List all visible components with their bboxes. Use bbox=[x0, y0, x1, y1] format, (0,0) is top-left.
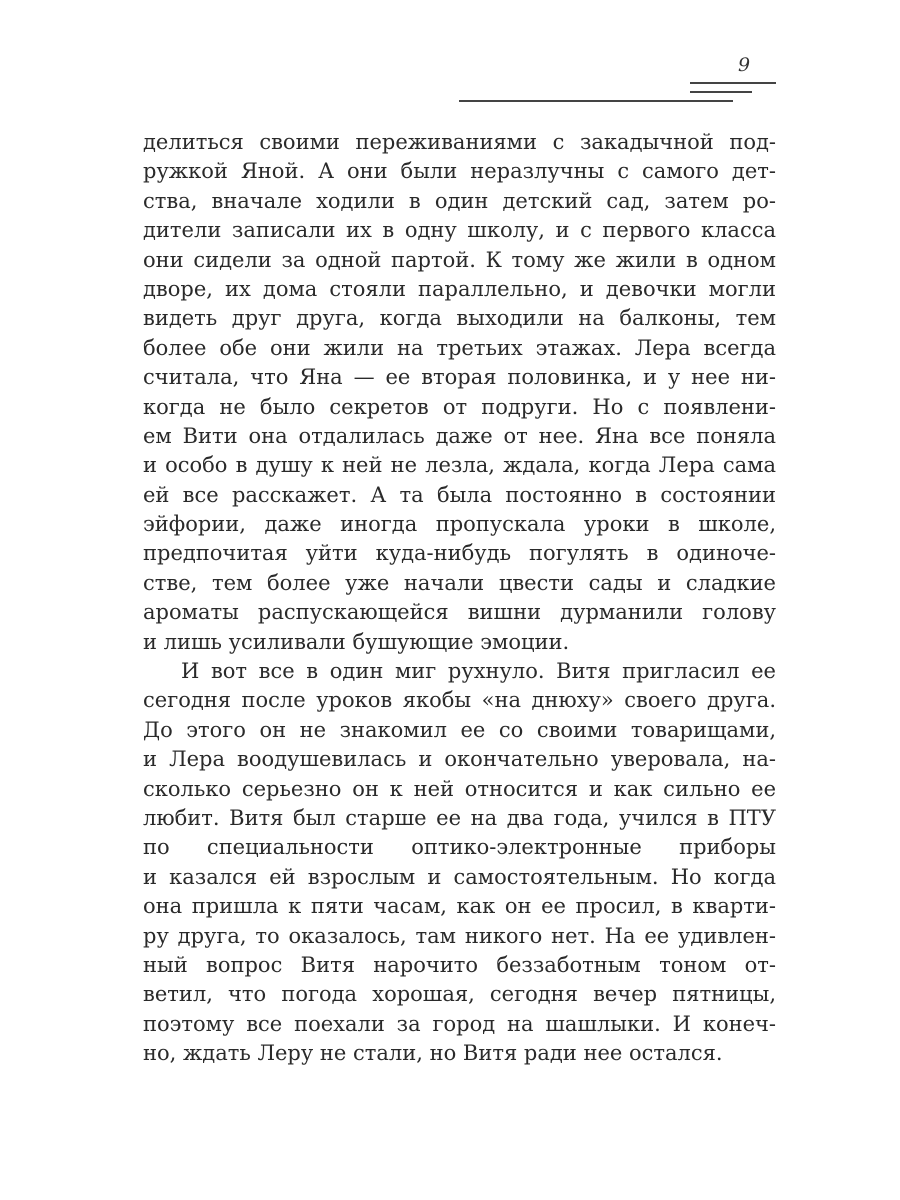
header-rule-top bbox=[690, 82, 776, 84]
header-rule-long bbox=[459, 100, 733, 102]
text-line: ветил, что погода хорошая, сегодня вечер пятницы, bbox=[143, 982, 776, 1007]
text-line: ный вопрос Витя нарочито беззаботным тоном от- bbox=[143, 952, 776, 977]
text-line: более обе они жили на третьих этажах. Лера всегда bbox=[143, 335, 776, 360]
text-line: ружкой Яной. А они были неразлучны с самого дет- bbox=[143, 159, 776, 184]
text-line: и казался ей взрослым и самостоятельным. Но когда bbox=[143, 864, 776, 889]
text-line: дители записали их в одну школу, и с первого класса bbox=[143, 218, 776, 243]
text-line: стве, тем более уже начали цвести сады и сладкие bbox=[143, 570, 776, 595]
text-line: делиться своими переживаниями с закадычной под- bbox=[143, 130, 776, 154]
page-number: 9 bbox=[738, 54, 751, 76]
text-line: и особо в душу к ней не лезла, ждала, когда Лера сама bbox=[143, 453, 776, 478]
text-line: когда не было секретов от подруги. Но с появлени- bbox=[143, 394, 776, 419]
text-line: сегодня после уроков якобы «на днюху» своего друга. bbox=[143, 688, 776, 713]
text-line: дворе, их дома стояли параллельно, и девочки могли bbox=[143, 276, 776, 301]
text-line: ароматы распускающейся вишни дурманили голову bbox=[143, 600, 776, 625]
text-line: считала, что Яна — ее вторая половинка, и у нее ни- bbox=[143, 365, 776, 390]
text-line: по специальности оптико-электронные приборы bbox=[143, 835, 776, 860]
text-line: эйфории, даже иногда пропускала уроки в школе, bbox=[143, 512, 776, 537]
text-line: предпочитая уйти куда-нибудь погулять в одиноче- bbox=[143, 541, 776, 566]
text-line: но, ждать Леру не стали, но Витя ради нее остался. bbox=[143, 1041, 723, 1066]
text-line: поэтому все поехали за город на шашлыки. И конеч- bbox=[143, 1011, 776, 1036]
text-line: И вот все в один миг рухнуло. Витя пригласил ее bbox=[181, 659, 776, 684]
text-line: любит. Витя был старше ее на два года, учился в ПТУ bbox=[143, 805, 776, 830]
text-line: она пришла к пяти часам, как он ее просил, в кварти- bbox=[143, 894, 776, 919]
text-line: они сидели за одной партой. К тому же жили в одном bbox=[143, 247, 776, 272]
text-line: ства, вначале ходили в один детский сад, затем ро- bbox=[143, 188, 776, 213]
text-line: и Лера воодушевилась и окончательно уверовала, на- bbox=[143, 747, 776, 772]
header-rule-middle bbox=[690, 91, 752, 93]
text-line: и лишь усиливали бушующие эмоции. bbox=[143, 629, 570, 654]
text-line: До этого он не знакомил ее со своими товарищами, bbox=[143, 717, 776, 742]
text-line: ем Вити она отдалилась даже от нее. Яна все поняла bbox=[143, 423, 776, 448]
text-line: ей все расскажет. А та была постоянно в состоянии bbox=[143, 482, 776, 507]
text-line: ру друга, то оказалось, там никого нет. На ее удивлен- bbox=[143, 923, 776, 948]
text-line: сколько серьезно он к ней относится и как сильно ее bbox=[143, 776, 776, 801]
text-line: видеть друг друга, когда выходили на балконы, тем bbox=[143, 306, 776, 331]
body-text bbox=[143, 128, 776, 1069]
